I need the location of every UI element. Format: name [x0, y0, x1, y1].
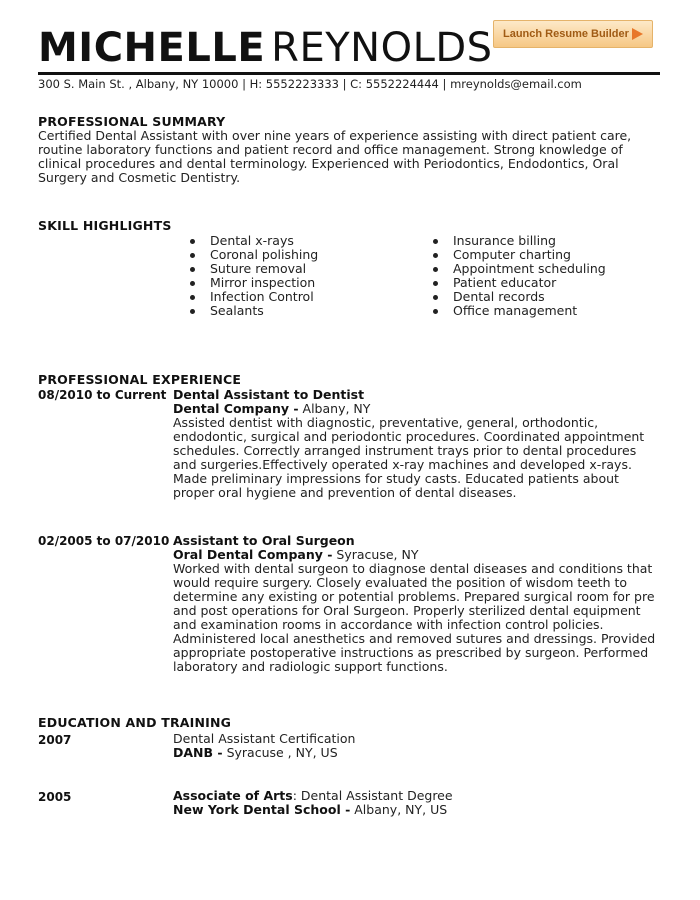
education-heading: EDUCATION AND TRAINING	[38, 715, 232, 730]
school-location: Syracuse , NY, US	[222, 745, 338, 760]
job-title: Dental Assistant to Dentist	[173, 387, 365, 402]
company-name: Oral Dental Company -	[173, 547, 333, 562]
launch-button-label: Launch Resume Builder	[503, 28, 629, 40]
job-employer	[173, 402, 370, 416]
skill-item: Dental records	[433, 290, 606, 304]
experience-heading: PROFESSIONAL EXPERIENCE	[38, 372, 242, 387]
job-description: Assisted dentist with diagnostic, preventative, general, orthodontic, endodontic, surgical and periodontic procedures. Coordinated appointment schedules. Correctly arranged instrument trays prior to dental procedures and surgeries.Effectively operated x-ray machines and developed x-rays. Made preliminary impressions for study casts. Educated patients about proper oral hygiene and prevention of dental diseases.	[173, 415, 645, 500]
education-year: 2005	[38, 790, 72, 804]
skill-item: Appointment scheduling	[433, 262, 606, 276]
skill-item: Patient educator	[433, 276, 606, 290]
education-degree	[173, 732, 355, 746]
job-dates: 02/2005 to 07/2010	[38, 534, 170, 548]
skill-item: Insurance billing	[433, 234, 606, 248]
company-location: Albany, NY	[298, 401, 371, 416]
skill-item: Mirror inspection	[190, 276, 318, 290]
skill-item: Sealants	[190, 304, 318, 318]
skill-item: Suture removal	[190, 262, 318, 276]
school-name: DANB -	[173, 745, 223, 760]
candidate-name	[38, 26, 493, 70]
job-title: Assistant to Oral Surgeon	[173, 533, 355, 548]
degree-detail: : Dental Assistant Degree	[292, 788, 453, 803]
launch-resume-builder-button[interactable]	[493, 20, 653, 48]
school-location: Albany, NY, US	[350, 802, 448, 817]
play-arrow-icon	[632, 28, 643, 40]
contact-line: 300 S. Main St. , Albany, NY 10000 | H: 5552223333 | C: 5552224444 | mreynolds@email.com	[38, 77, 582, 91]
header-divider	[38, 72, 660, 75]
skill-item: Infection Control	[190, 290, 318, 304]
degree-detail: Dental Assistant Certification	[173, 731, 356, 746]
skills-heading: SKILL HIGHLIGHTS	[38, 218, 172, 233]
school-name: New York Dental School -	[173, 802, 351, 817]
skill-item: Office management	[433, 304, 606, 318]
company-location: Syracuse, NY	[332, 547, 419, 562]
education-school	[173, 803, 447, 817]
company-name: Dental Company -	[173, 401, 299, 416]
job-dates: 08/2010 to Current	[38, 388, 167, 402]
skill-item: Coronal polishing	[190, 248, 318, 262]
education-year: 2007	[38, 733, 72, 747]
degree-name: Associate of Arts	[173, 788, 293, 803]
first-name: MICHELLE	[38, 25, 266, 71]
skills-list-right	[433, 234, 606, 318]
summary-heading: PROFESSIONAL SUMMARY	[38, 114, 226, 129]
summary-text: Certified Dental Assistant with over nine years of experience assisting with direct patient care, routine laboratory functions and patient record and office management. Strong knowledge of clinical procedures and dental terminology. Experienced with Periodontics, Endodontics, Oral Surgery and Cosmetic Dentistry.	[38, 128, 632, 185]
skill-item: Dental x-rays	[190, 234, 318, 248]
skills-list-left	[190, 234, 318, 318]
skill-item: Computer charting	[433, 248, 606, 262]
education-degree	[173, 789, 453, 803]
job-description: Worked with dental surgeon to diagnose dental diseases and conditions that would require surgery. Closely evaluated the position of wisdom teeth to determine any existing or potential problems. Prepared surgical room for pre and post operations for Oral Surgeon. Properly sterilized dental equipment and examination rooms in accordance with infection control policies. Administered local anesthetics and removed sutures and dressings. Provided appropriate postoperative instructions as prescribed by surgeon. Performed laboratory and radiologic support functions.	[173, 561, 656, 674]
job-employer	[173, 548, 418, 562]
last-name: REYNOLDS	[271, 25, 493, 71]
education-school	[173, 746, 338, 760]
